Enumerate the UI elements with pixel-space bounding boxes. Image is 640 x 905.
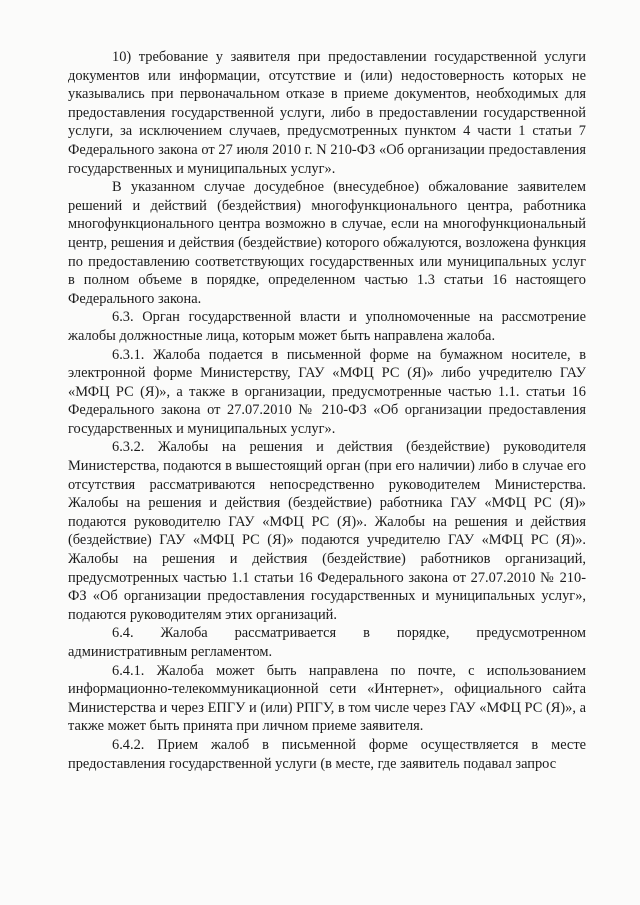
paragraph-6-4: 6.4. Жалоба рассматривается в порядке, предусмотренном административным регламентом. [68, 625, 586, 660]
paragraph-mfc-appeal: В указанном случае досудебное (внесудебное) обжалование заявителем решений и действий (бездействия) многофункционального центра, работника многофункционального центра возможно в случае, если на многофункциональный центр, решения и действия (бездействие) которого обжалуются, возложена функция по предоставлению соответствующих государственных или муниципальных услуг в полном объеме в порядке, определенном частью 1.3 статьи 16 настоящего Федерального закона. [68, 179, 586, 307]
paragraph-6-3: 6.3. Орган государственной власти и уполномоченные на рассмотрение жалобы должностные лица, которым может быть направлена жалоба. [68, 309, 586, 344]
paragraph-6-3-1: 6.3.1. Жалоба подается в письменной форме на бумажном носителе, в электронной форме Министерству, ГАУ «МФЦ РС (Я)» либо учредителю ГАУ «МФЦ РС (Я)», а также в организации, предусмотренные частью 1.1. статьи 16 Федерального закона от 27.07.2010 № 210-ФЗ «Об организации предоставления государственных и муниципальных услуг». [68, 346, 586, 437]
paragraph-6-4-1: 6.4.1. Жалоба может быть направлена по почте, с использованием информационно-телекоммуникационной сети «Интернет», официального сайта Министерства и через ЕПГУ и (или) РПГУ, в том числе через ГАУ «МФЦ РС (Я)», а также может быть принята при личном приеме заявителя. [68, 662, 586, 735]
paragraph-item-10: 10) требование у заявителя при предоставлении государственной услуги документов или информации, отсутствие и (или) недостоверность которых не указывались при первоначальном отказе в приеме документов, необходимых для предоставления государственной услуги, либо в предоставлении государственной услуги, за исключением случаев, предусмотренных пунктом 4 части 1 статьи 7 Федерального закона от 27 июля 2010 г. N 210-ФЗ «Об организации предоставления государственных и муниципальных услуг». [68, 49, 586, 177]
document-body [68, 48, 586, 773]
paragraph-6-4-2: 6.4.2. Прием жалоб в письменной форме осуществляется в месте предоставления государственной услуги (в месте, где заявитель подавал запрос [68, 736, 586, 772]
paragraph-6-3-2: 6.3.2. Жалобы на решения и действия (бездействие) руководителя Министерства, подаются в вышестоящий орган (при его наличии) либо в случае его отсутствия рассматриваются непосредственно руководителем Министерства. Жалобы на решения и действия (бездействие) работника ГАУ «МФЦ РС (Я)» подаются руководителю ГАУ «МФЦ РС (Я)». Жалобы на решения и действия (бездействие) ГАУ «МФЦ РС (Я)» подаются учредителю ГАУ «МФЦ РС (Я)». Жалобы на решения и действия (бездействие) работников организаций, предусмотренных частью 1.1 статьи 16 Федерального закона от 27.07.2010 № 210-ФЗ «Об организации предоставления государственных и муниципальных услуг», подаются руководителям этих организаций. [68, 439, 586, 623]
